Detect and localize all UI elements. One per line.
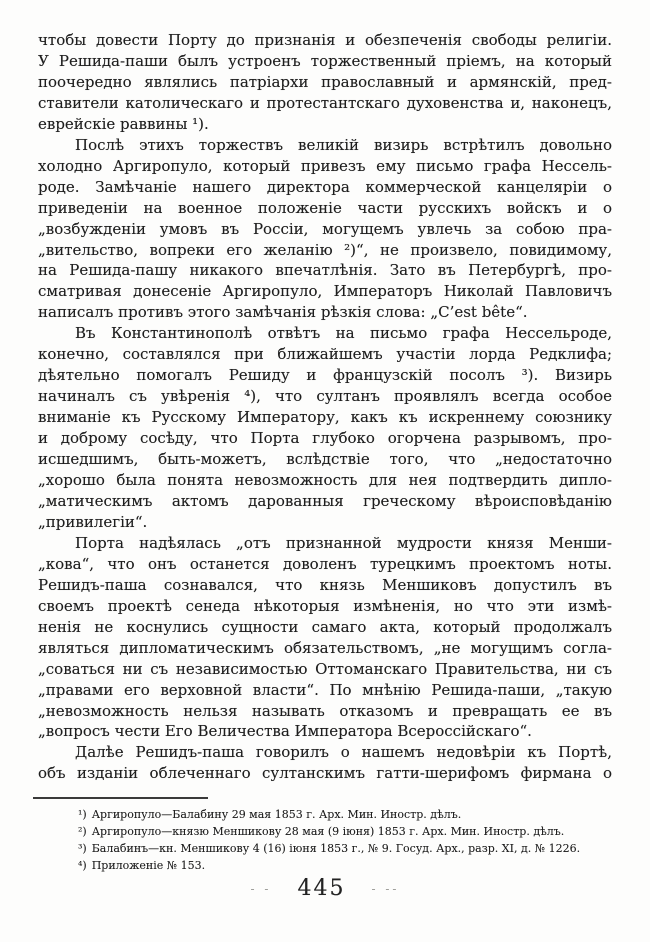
text-line: вниманіе къ Русскому Императору, какъ къ искреннему союзнику	[38, 408, 612, 427]
text-line: Послѣ этихъ торжествъ великій визирь встрѣтилъ довольно	[75, 135, 612, 154]
footnote-item	[38, 806, 612, 823]
text-line: „невозможность нельзя называть отказомъ и превращать ее въ	[38, 701, 612, 720]
text-line: объ изданіи облеченнаго султанскимъ гатти-шерифомъ фирмана о	[38, 764, 612, 783]
footnote-marker: ³)	[78, 842, 87, 855]
footnote-separator-rule	[33, 797, 208, 799]
footnotes	[38, 806, 612, 874]
text-line: „кова“, что онъ останется доволенъ турецкимъ проектомъ ноты.	[38, 554, 612, 573]
text-line: У Решида-паши былъ устроенъ торжественный пріемъ, на который	[38, 51, 612, 70]
text-line: холодно Аргиропуло, который привезъ ему письмо графа Нессель-	[38, 156, 612, 175]
text-line: „возбужденіи умовъ въ Россіи, могущемъ увлечь за собою пра-	[38, 219, 612, 238]
footnote-marker: ²)	[78, 825, 87, 838]
text-line: на Решида-пашу никакого впечатлѣнія. Зато въ Петербургѣ, про-	[38, 261, 612, 280]
text-line: и доброму сосѣду, что Порта глубоко огорчена разрывомъ, про-	[38, 429, 612, 448]
text-line: Решидъ-паша сознавался, что князь Меншиковъ допустилъ въ	[38, 575, 612, 594]
text-line: еврейскіе раввины ¹).	[38, 114, 209, 133]
footnote-item	[38, 857, 612, 874]
text-line: Далѣе Решидъ-паша говорилъ о нашемъ недовѣріи къ Портѣ,	[75, 743, 612, 762]
text-line: роде. Замѣчаніе нашего директора коммерческой канцеляріи о	[38, 177, 612, 196]
paragraph	[38, 135, 612, 324]
text-line: приведеніи на военное положеніе части русскихъ войскъ и о	[38, 198, 612, 217]
text-line: исшедшимъ, быть-можетъ, вслѣдствіе того, что „недостаточно	[38, 450, 612, 469]
text-line: являться дипломатическимъ обязательствомъ, „не могущимъ согла-	[38, 638, 612, 657]
footnote-marker: ⁴)	[78, 859, 87, 872]
text-line: конечно, составлялся при ближайшемъ участіи лорда Редклифа;	[38, 345, 612, 364]
text-line: „вительство, вопреки его желанію ²)“, не произвело, повидимому,	[38, 240, 612, 259]
text-line: „хорошо была понята невозможность для нея подтвердить дипло-	[38, 471, 612, 490]
page-number: 445	[297, 876, 346, 901]
text-line: „соваться ни съ независимостью Оттоманскаго Правительства, ни съ	[38, 659, 612, 678]
footnote-item	[38, 840, 612, 857]
body-text	[38, 30, 612, 784]
text-line: дѣятельно помогалъ Решиду и французскій посолъ ³). Визирь	[38, 366, 612, 385]
text-line: поочередно являлись патріархи православный и армянскій, пред-	[38, 72, 612, 91]
text-line: начиналъ съ увѣренія ⁴), что султанъ проявлялъ всегда особое	[38, 387, 612, 406]
text-line: Порта надѣялась „отъ признанной мудрости князя Менши-	[75, 533, 612, 552]
footnote-text: Аргиропуло—князю Меншикову 28 мая (9 іюня) 1853 г. Арх. Мин. Иностр. дѣлъ.	[91, 825, 565, 838]
text-line: ставители католическаго и протестантскаго духовенства и, наконецъ,	[38, 93, 612, 112]
text-line: чтобы довести Порту до признанія и обезпеченія свободы религіи.	[38, 31, 612, 49]
text-line: „вопросъ чести Его Величества Императора Всероссійскаго“.	[38, 722, 532, 741]
footnote-text: Аргиропуло—Балабину 29 мая 1853 г. Арх. Мин. Иностр. дѣлъ.	[91, 808, 462, 821]
paragraph	[38, 742, 612, 784]
text-line: „матическимъ актомъ дарованныя греческому вѣроисповѣданію	[38, 491, 612, 510]
footnote-text: Приложеніе № 153.	[91, 859, 206, 872]
text-line: „правами его верховной власти“. По мнѣнію Решида-паши, „такую	[38, 680, 612, 699]
scan-artifact-right: - --	[371, 881, 400, 896]
text-line: ненія не коснулись сущности самаго акта, который продолжалъ	[38, 617, 612, 636]
text-line: „привилегіи“.	[38, 512, 148, 531]
paragraph	[38, 30, 612, 135]
scan-artifact-left: - -	[250, 881, 272, 896]
footnote-item	[38, 823, 612, 840]
paragraph	[38, 533, 612, 743]
text-line: своемъ проектѣ сенеда нѣкоторыя измѣненія, но что эти измѣ-	[38, 596, 612, 615]
paragraph	[38, 323, 612, 533]
text-line: Въ Константинополѣ отвѣтъ на письмо графа Нессельроде,	[75, 324, 612, 343]
text-line: написалъ противъ этого замѣчанія рѣзкія слова: „C’est bête“.	[38, 303, 528, 322]
footnote-text: Балабинъ—кн. Меншикову 4 (16) іюня 1853 г., № 9. Госуд. Арх., разр. XI, д. № 1226.	[91, 842, 581, 855]
text-line: сматривая донесеніе Аргиропуло, Императоръ Николай Павловичъ	[38, 282, 612, 301]
footnote-marker: ¹)	[78, 808, 87, 821]
page-number-row	[0, 876, 650, 901]
